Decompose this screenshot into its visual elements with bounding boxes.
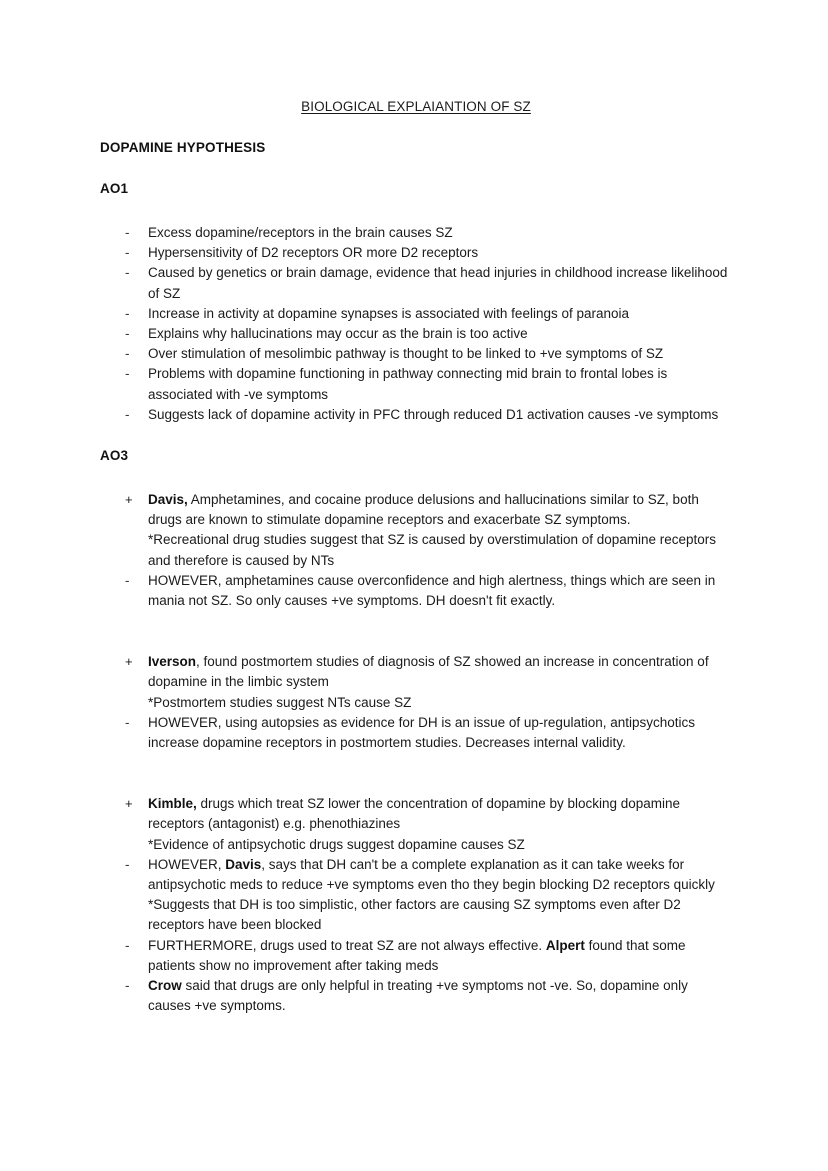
- evidence-block-kimble: [100, 794, 732, 1016]
- list-item: [100, 304, 732, 324]
- dash-bullet-icon: -: [125, 225, 130, 240]
- study-name: Davis,: [148, 492, 188, 508]
- list-item: [100, 223, 732, 243]
- list-item-body: Amphetamines, and cocaine produce delusions and hallucinations similar to SZ, both drugs are known to stimulate dopamine receptors and exacerbate SZ symptoms.: [148, 492, 699, 528]
- study-name: Davis: [225, 856, 262, 872]
- plus-bullet-icon: +: [125, 796, 133, 812]
- list-item-text: Hypersensitivity of D2 receptors OR more D2 receptors: [148, 245, 479, 261]
- list-item-text: Over stimulation of mesolimbic pathway is thought to be linked to +ve symptoms of SZ: [148, 346, 664, 362]
- list-item-text: [148, 796, 680, 831]
- list-item: [100, 243, 732, 263]
- list-item-negative: [100, 713, 732, 753]
- sub-note: *Suggests that DH is too simplistic, other factors are causing SZ symptoms even after D2 receptors have been blocked: [148, 897, 681, 933]
- list-item: [100, 324, 732, 344]
- list-item: [100, 263, 732, 303]
- list-item-text: HOWEVER, amphetamines cause overconfidence and high alertness, things which are seen in mania not SZ. So only causes +ve symptoms. DH doesn't fit exactly.: [148, 572, 716, 609]
- page-title: [100, 97, 732, 117]
- list-item-text: [148, 492, 699, 527]
- section-heading-ao3: AO3: [100, 448, 129, 464]
- plus-bullet-icon: +: [125, 654, 133, 670]
- list-item-negative: [100, 936, 732, 976]
- list-item: [100, 344, 732, 364]
- list-item-text: [148, 938, 686, 973]
- dash-bullet-icon: -: [125, 978, 130, 994]
- list-item-prefix: FURTHERMORE, drugs used to treat SZ are not always effective.: [148, 937, 546, 953]
- page-title-text: BIOLOGICAL EXPLAIANTION OF SZ: [301, 99, 531, 114]
- list-item-text: HOWEVER, using autopsies as evidence for DH is an issue of up-regulation, antipsychotics increase dopamine receptors in postmortem studies. Decreases internal validity.: [148, 714, 696, 751]
- list-item-body: found that some patients show no improvement after taking meds: [148, 937, 686, 973]
- list-item-text: Excess dopamine/receptors in the brain causes SZ: [148, 225, 453, 240]
- dash-bullet-icon: -: [125, 366, 130, 382]
- study-name: Crow: [148, 978, 182, 994]
- list-item: [100, 405, 732, 425]
- evidence-block-davis: [100, 490, 732, 611]
- dash-bullet-icon: -: [125, 937, 130, 953]
- list-item-body: said that drugs are only helpful in treating +ve symptoms not -ve. So, dopamine only causes +ve symptoms.: [148, 978, 688, 1014]
- list-item-negative: [100, 855, 732, 895]
- list-item-text: [148, 654, 709, 689]
- study-name: Kimble,: [148, 796, 197, 812]
- ao1-bullet-list: [100, 223, 732, 425]
- list-item-prefix: HOWEVER,: [148, 856, 226, 872]
- study-name: Alpert: [545, 937, 585, 953]
- dash-bullet-icon: -: [125, 714, 130, 730]
- list-item: [100, 364, 732, 404]
- sub-note: *Evidence of antipsychotic drugs suggest dopamine causes SZ: [148, 836, 525, 852]
- study-name: Iverson: [148, 654, 197, 670]
- section-spacer: [100, 425, 732, 446]
- evidence-block-iverson: [100, 652, 732, 753]
- dash-bullet-icon: -: [125, 406, 130, 422]
- list-item-positive: [100, 794, 732, 834]
- list-item-text: Suggests lack of dopamine activity in PFC through reduced D1 activation causes -ve symptoms: [148, 406, 719, 422]
- list-item-negative: [100, 571, 732, 611]
- list-item-text: Problems with dopamine functioning in pathway connecting mid brain to frontal lobes is associated with -ve symptoms: [148, 366, 668, 402]
- dash-bullet-icon: -: [125, 326, 130, 342]
- dash-bullet-icon: -: [125, 856, 130, 872]
- list-item-text: Caused by genetics or brain damage, evidence that head injuries in childhood increase likelihood of SZ: [148, 265, 728, 301]
- dash-bullet-icon: -: [125, 572, 130, 588]
- section-heading-dopamine-hypothesis: DOPAMINE HYPOTHESIS: [100, 140, 266, 155]
- dash-bullet-icon: -: [125, 346, 130, 362]
- list-item-text: Explains why hallucinations may occur as the brain is too active: [148, 326, 528, 342]
- list-item-body: , found postmortem studies of diagnosis of SZ showed an increase in concentration of dopamine in the limbic system: [148, 654, 709, 690]
- list-item-text: [148, 978, 688, 1013]
- dash-bullet-icon: -: [125, 245, 130, 261]
- dash-bullet-icon: -: [125, 265, 130, 281]
- list-item-text: Increase in activity at dopamine synapses is associated with feelings of paranoia: [148, 305, 630, 321]
- plus-bullet-icon: +: [125, 492, 133, 508]
- section-heading-ao1: AO1: [100, 181, 129, 196]
- document-content: [100, 97, 732, 1017]
- list-item-positive: [100, 490, 732, 530]
- list-item-negative: [100, 976, 732, 1016]
- list-item-body: drugs which treat SZ lower the concentration of dopamine by blocking dopamine receptors (antagonist) e.g. phenothiazines: [148, 796, 681, 832]
- list-item-text: [148, 857, 715, 892]
- sub-note: *Postmortem studies suggest NTs cause SZ: [148, 694, 412, 710]
- sub-note: *Recreational drug studies suggest that SZ is caused by overstimulation of dopamine receptors and therefore is caused by NTs: [148, 532, 717, 568]
- list-item-body: , says that DH can't be a complete explanation as it can take weeks for antipsychotic meds to reduce +ve symptoms even tho they begin blocking D2 receptors quickly: [148, 856, 715, 893]
- dash-bullet-icon: -: [125, 305, 130, 321]
- list-item-positive: [100, 652, 732, 692]
